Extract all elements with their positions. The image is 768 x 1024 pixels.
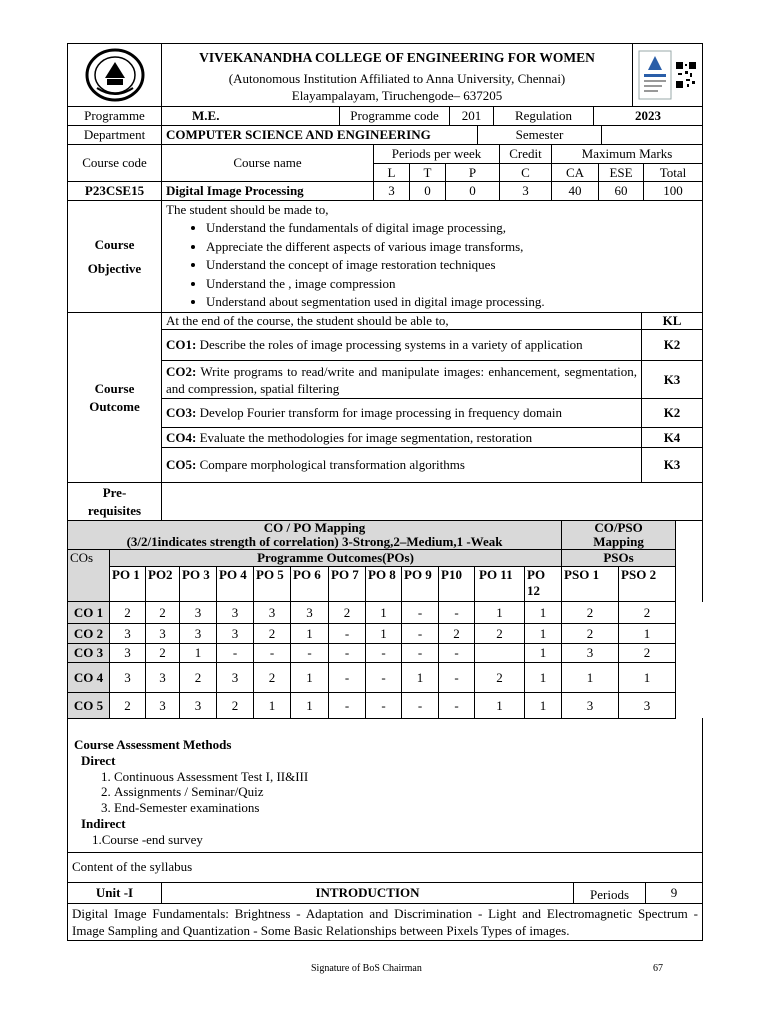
pso-value: 1 (619, 663, 676, 693)
po-value: 1 (525, 602, 562, 624)
po-value: - (402, 624, 439, 644)
table-row (68, 644, 703, 663)
course-name-header: Course name (162, 145, 374, 182)
indirect-label: Indirect (81, 815, 126, 831)
course-code-value: P23CSE15 (68, 182, 162, 201)
list-item: 1. Continuous Assessment Test I, II&III (114, 769, 696, 785)
kl-header: KL (642, 313, 703, 330)
po-header: P10 (439, 567, 475, 602)
po-value: 1 (525, 693, 562, 719)
objective-intro: The student should be made to, (166, 202, 329, 217)
outcome-item: CO1: Describe the roles of image processing systems in a variety of application (162, 330, 642, 361)
po-header: PO 7 (329, 567, 366, 602)
po-header: PO 6 (291, 567, 329, 602)
po-value: - (366, 644, 402, 663)
pos-header: Programme Outcomes(POs) (110, 550, 562, 567)
po-header: PO 1 (110, 567, 146, 602)
course-outcome-label: Course Outcome (68, 313, 162, 483)
direct-list (74, 769, 696, 816)
assessment-table (67, 718, 703, 883)
table-row (68, 693, 703, 719)
direct-label: Direct (81, 752, 116, 768)
po-value: 3 (217, 624, 254, 644)
total-value: 100 (644, 182, 703, 201)
co-label: CO 4 (68, 663, 110, 693)
po-value: 1 (366, 602, 402, 624)
po-value: 1 (291, 663, 329, 693)
po-value (475, 644, 525, 663)
unit-label: Unit -I (68, 882, 162, 903)
list-item: • Appreciate the different aspects of various image transforms, (206, 238, 698, 257)
po-value: - (439, 693, 475, 719)
outcome-kl: K2 (642, 330, 703, 361)
po-value: 3 (180, 624, 217, 644)
co-label: CO 5 (68, 693, 110, 719)
department-table (67, 125, 703, 145)
po-value: 2 (110, 602, 146, 624)
maximum-marks-header: Maximum Marks (552, 145, 703, 164)
po-value: 1 (525, 624, 562, 644)
po-value: 2 (475, 624, 525, 644)
unit-content: Digital Image Fundamentals: Brightness - Adaptation and Discrimination - Light and Electromagnetic Spectrum - Image Sampling and Quantization - Some Basic Relationships between Pixels Types of images. (68, 903, 703, 940)
cos-header: COs (68, 550, 110, 567)
bos-signature: Signature of BoS Chairman (311, 963, 422, 974)
po-value: - (366, 693, 402, 719)
regulation-value: 2023 (594, 107, 703, 126)
outcome-item: CO2: Write programs to read/write and manipulate images: enhancement, segmentation, and compression, spatial filtering (162, 361, 642, 399)
po-value: 3 (146, 624, 180, 644)
department-label: Department (68, 126, 162, 145)
objective-list (166, 219, 698, 312)
po-value: - (329, 624, 366, 644)
c-header: C (500, 164, 552, 182)
po-value: 2 (217, 693, 254, 719)
po-header: PO 9 (402, 567, 439, 602)
po-value: 1 (475, 602, 525, 624)
po-value: - (254, 644, 291, 663)
po-header: PO 3 (180, 567, 217, 602)
prerequisites-value (162, 483, 703, 521)
course-objective-content (162, 201, 703, 313)
p-header: P (446, 164, 500, 182)
course-table (67, 144, 703, 201)
cos-header-blank (68, 567, 110, 602)
po-value: 3 (110, 624, 146, 644)
l-header: L (374, 164, 410, 182)
pso-value: 2 (562, 624, 619, 644)
po-header: PO 11 (475, 567, 525, 602)
po-value: 2 (180, 663, 217, 693)
t-header: T (410, 164, 446, 182)
syllabus-content-label: Content of the syllabus (68, 852, 703, 882)
ca-value: 40 (552, 182, 599, 201)
po-value: - (439, 644, 475, 663)
po-value: 3 (291, 602, 329, 624)
college-logo-icon (83, 48, 147, 102)
outcome-kl: K4 (642, 428, 703, 448)
po-value: - (402, 693, 439, 719)
table-row (68, 602, 703, 624)
college-affiliation: (Autonomous Institution Affiliated to Anna University, Chennai) (228, 71, 566, 86)
po-value: - (291, 644, 329, 663)
po-value: - (439, 663, 475, 693)
c-value: 3 (500, 182, 552, 201)
certification-badge-icon (638, 50, 672, 100)
pso-value: 3 (619, 693, 676, 719)
mapping-subtitle: (3/2/1indicates strength of correlation) 3-Strong,2–Medium,1 -Weak (126, 534, 503, 549)
pso-value: 1 (562, 663, 619, 693)
course-name-value: Digital Image Processing (162, 182, 374, 201)
co-label: CO 2 (68, 624, 110, 644)
po-value: - (402, 602, 439, 624)
programme-label: Programme (68, 107, 162, 126)
po-value: 1 (475, 693, 525, 719)
po-value: 3 (146, 663, 180, 693)
pso-value: 3 (562, 693, 619, 719)
programme-value: M.E. (162, 107, 340, 126)
course-objective-label: Course Objective (68, 201, 162, 313)
outcome-item: CO3: Develop Fourier transform for image processing in frequency domain (162, 399, 642, 428)
po-value: 1 (402, 663, 439, 693)
programme-table (67, 106, 703, 126)
college-logo-cell (68, 44, 162, 107)
outcome-item: CO5: Compare morphological transformation algorithms (162, 448, 642, 483)
po-value: - (329, 644, 366, 663)
po-header: PO 8 (366, 567, 402, 602)
po-value: - (217, 644, 254, 663)
ese-value: 60 (599, 182, 644, 201)
indirect-item: 1.Course -end survey (92, 831, 203, 847)
po-value: 2 (146, 644, 180, 663)
mapping-spacer (676, 521, 703, 602)
pso-mapping-title: CO/PSO Mapping (562, 521, 676, 550)
po-value: 2 (329, 602, 366, 624)
po-header: PO 12 (525, 567, 562, 602)
list-item: • Understand the fundamentals of digital image processing, (206, 219, 698, 238)
po-value: 1 (291, 693, 329, 719)
po-value: - (366, 663, 402, 693)
po-value: 2 (439, 624, 475, 644)
periods-label: Periods (574, 882, 646, 903)
programme-code-value: 201 (450, 107, 494, 126)
po-value: 1 (254, 693, 291, 719)
course-code-header: Course code (68, 145, 162, 182)
outcome-item: CO4: Evaluate the methodologies for image segmentation, restoration (162, 428, 642, 448)
co-label: CO 1 (68, 602, 110, 624)
assessment-cell (68, 718, 703, 852)
objective-outcome-table (67, 200, 703, 521)
list-item: 2. Assignments / Seminar/Quiz (114, 784, 696, 800)
pso-value: 1 (619, 624, 676, 644)
college-heading-cell (162, 44, 633, 107)
table-row (68, 624, 703, 644)
po-header: PO 5 (254, 567, 291, 602)
co-po-mapping-table (67, 520, 703, 719)
regulation-label: Regulation (494, 107, 594, 126)
list-item: 3. End-Semester examinations (114, 800, 696, 816)
po-value: 1 (366, 624, 402, 644)
po-value: 3 (110, 644, 146, 663)
po-value: 3 (254, 602, 291, 624)
po-value: - (402, 644, 439, 663)
college-name: VIVEKANANDHA COLLEGE OF ENGINEERING FOR WOMEN (199, 50, 595, 65)
po-value: 3 (110, 663, 146, 693)
po-value: 2 (254, 624, 291, 644)
po-value: 3 (180, 602, 217, 624)
outcome-intro: At the end of the course, the student should be able to, (162, 313, 642, 330)
po-value: 2 (110, 693, 146, 719)
table-row (68, 663, 703, 693)
outcome-kl: K2 (642, 399, 703, 428)
unit-table (67, 882, 703, 941)
prerequisites-label: Pre- requisites (68, 483, 162, 521)
total-header: Total (644, 164, 703, 182)
po-value: 3 (180, 693, 217, 719)
outcome-kl: K3 (642, 448, 703, 483)
po-value: 1 (525, 663, 562, 693)
outcome-kl: K3 (642, 361, 703, 399)
po-value: - (329, 693, 366, 719)
p-value: 0 (446, 182, 500, 201)
po-header: PO 4 (217, 567, 254, 602)
pso-value: 3 (562, 644, 619, 663)
t-value: 0 (410, 182, 446, 201)
po-header: PO2 (146, 567, 180, 602)
po-value: 3 (146, 693, 180, 719)
pso-value: 2 (562, 602, 619, 624)
ese-header: ESE (599, 164, 644, 182)
college-address: Elayampalayam, Tiruchengode– 637205 (291, 88, 503, 103)
mapping-title: CO / PO Mapping (263, 520, 366, 535)
pso-value: 2 (619, 602, 676, 624)
list-item: • Understand the , image compression (206, 275, 698, 294)
assessment-title: Course Assessment Methods (74, 736, 232, 752)
periods-per-week-header: Periods per week (374, 145, 500, 164)
semester-label: Semester (478, 126, 602, 145)
ca-header: CA (552, 164, 599, 182)
po-value: - (439, 602, 475, 624)
po-value: 2 (254, 663, 291, 693)
syllabus-page (67, 43, 703, 941)
po-value: - (329, 663, 366, 693)
po-value: 2 (146, 602, 180, 624)
header-table (67, 43, 703, 107)
po-value: 3 (217, 663, 254, 693)
pso-header: PSO 2 (619, 567, 676, 602)
po-header-row (68, 567, 703, 602)
semester-value (602, 126, 703, 145)
po-value: 1 (180, 644, 217, 663)
page-number: 67 (653, 963, 663, 974)
po-value: 1 (291, 624, 329, 644)
psos-header: PSOs (562, 550, 676, 567)
qr-code-icon (675, 61, 697, 89)
programme-code-label: Programme code (340, 107, 450, 126)
l-value: 3 (374, 182, 410, 201)
po-value: 1 (525, 644, 562, 663)
pso-header: PSO 1 (562, 567, 619, 602)
list-item: • Understand about segmentation used in digital image processing. (206, 293, 698, 312)
unit-title: INTRODUCTION (162, 882, 574, 903)
department-value: COMPUTER SCIENCE AND ENGINEERING (162, 126, 478, 145)
pso-value: 2 (619, 644, 676, 663)
po-value: 2 (475, 663, 525, 693)
periods-value: 9 (646, 882, 703, 903)
credit-header: Credit (500, 145, 552, 164)
po-value: 3 (217, 602, 254, 624)
mapping-title-cell (68, 521, 562, 550)
certification-cell (633, 44, 703, 107)
list-item: • Understand the concept of image restoration techniques (206, 256, 698, 275)
co-label: CO 3 (68, 644, 110, 663)
